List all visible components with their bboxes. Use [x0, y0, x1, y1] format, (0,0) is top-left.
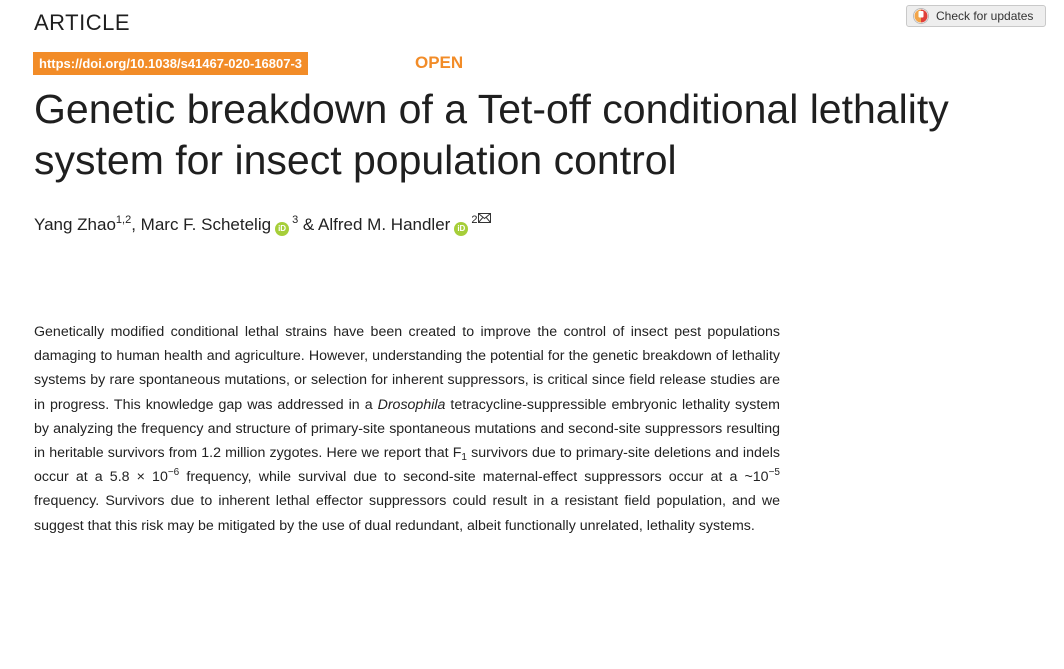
- envelope-icon[interactable]: [478, 213, 491, 223]
- article-title: [34, 84, 1064, 186]
- check-updates-icon: [913, 8, 929, 24]
- orcid-icon[interactable]: iD: [275, 222, 289, 236]
- species-name: Drosophila: [377, 396, 446, 413]
- author-separator: ,: [131, 215, 141, 234]
- author-name[interactable]: Yang Zhao: [34, 215, 116, 234]
- author-list: [34, 213, 491, 236]
- check-for-updates-label: Check for updates: [936, 9, 1034, 23]
- check-for-updates-button[interactable]: [906, 5, 1046, 27]
- author-separator: &: [298, 215, 319, 234]
- author-name[interactable]: Marc F. Schetelig: [140, 215, 272, 234]
- doi-link[interactable]: https://doi.org/10.1038/s41467-020-16807-3: [33, 52, 308, 75]
- article-type-label: ARTICLE: [34, 10, 131, 35]
- author-affiliation: 3: [292, 214, 299, 226]
- author-name[interactable]: Alfred M. Handler: [318, 215, 451, 234]
- author-affiliation: 2: [471, 214, 478, 226]
- title-line-1: Genetic breakdown of a Tet-off conditional lethality: [34, 86, 949, 132]
- open-access-label: OPEN: [415, 53, 464, 72]
- abstract: Genetically modified conditional lethal strains have been created to improve the control of insect pest populations damaging to human health and agriculture. However, understanding the potential for the genetic breakdown of lethality systems by rare spontaneous mutations, or selection for inherent suppressors, is critical since field release studies are in progress. This knowledge gap was addressed in a Drosophila tetracycline-suppressible embryonic lethality system by analyzing the frequency and structure of primary-site spontaneous mutations and second-site suppressors resulting in heritable survivors from 1.2 million zygotes. Here we report that $F_1$ survivors due to primary-site deletions and indels occur at a $5.8 \times 10^{-6}$ frequency, while survival due to second-site maternal-effect suppressors occur at a $\sim 10^{-5}$ frequency. Survivors due to inherent lethal effector suppressors could result in a resistant field population, and we suggest that this risk may be mitigated by the use of dual redundant, albeit functionally unrelated, lethality systems.: [34, 324, 780, 534]
- title-line-2: system for insect population control: [34, 137, 677, 183]
- orcid-icon[interactable]: iD: [454, 222, 468, 236]
- author-affiliation: 1,2: [115, 214, 132, 226]
